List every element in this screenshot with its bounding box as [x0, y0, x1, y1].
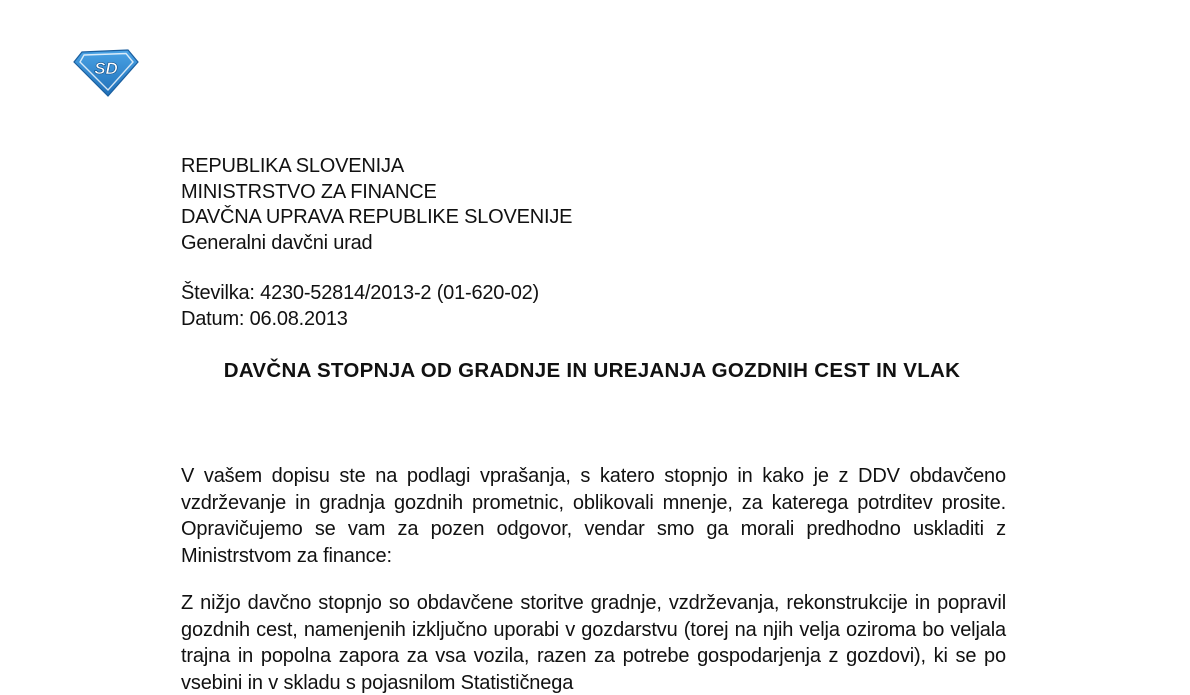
header-line-office: Generalni davčni urad — [181, 231, 373, 254]
header-line-country: REPUBLIKA SLOVENIJA — [181, 155, 404, 177]
header-line-ministry: MINISTRSTVO ZA FINANCE — [181, 180, 437, 203]
body-paragraph-1: V vašem dopisu ste na podlagi vprašanja, s katero stopnjo in kako je z DDV obdavčeno vzdrževanje in gradnja gozdnih prometnic, oblikovali mnenje, za katerega potrditev prosite. Opravičujemo se vam za pozen odgovor, vendar smo ga morali predhodno uskladiti z Ministrstvom za finance: — [181, 465, 1006, 567]
sd-shield-logo-icon — [72, 46, 140, 98]
document-number: Številka: 4230-52814/2013-2 (01-620-02) — [181, 282, 540, 304]
document-date: Datum: 06.08.2013 — [181, 308, 348, 330]
issuer-header — [181, 154, 981, 256]
body-paragraph-2: Z nižjo davčno stopnjo so obdavčene storitve gradnje, vzdrževanja, rekonstrukcije in popravil gozdnih cest, namenjenih izključno uporabi v gozdarstvu (torej na njih velja oziroma bo veljala trajna in popolna zapora za vsa vozila, razen za potrebe gospodarjenja z gozdovi), ki se po vsebini in v skladu s pojasnilom Statističnega — [181, 592, 1006, 694]
document-meta — [181, 280, 981, 332]
header-line-administration: DAVČNA UPRAVA REPUBLIKE SLOVENIJE — [181, 206, 573, 228]
svg-text:SD: SD — [94, 59, 118, 78]
document-title: DAVČNA STOPNJA OD GRADNJE IN UREJANJA GOZDNIH CEST IN VLAK — [223, 359, 961, 382]
